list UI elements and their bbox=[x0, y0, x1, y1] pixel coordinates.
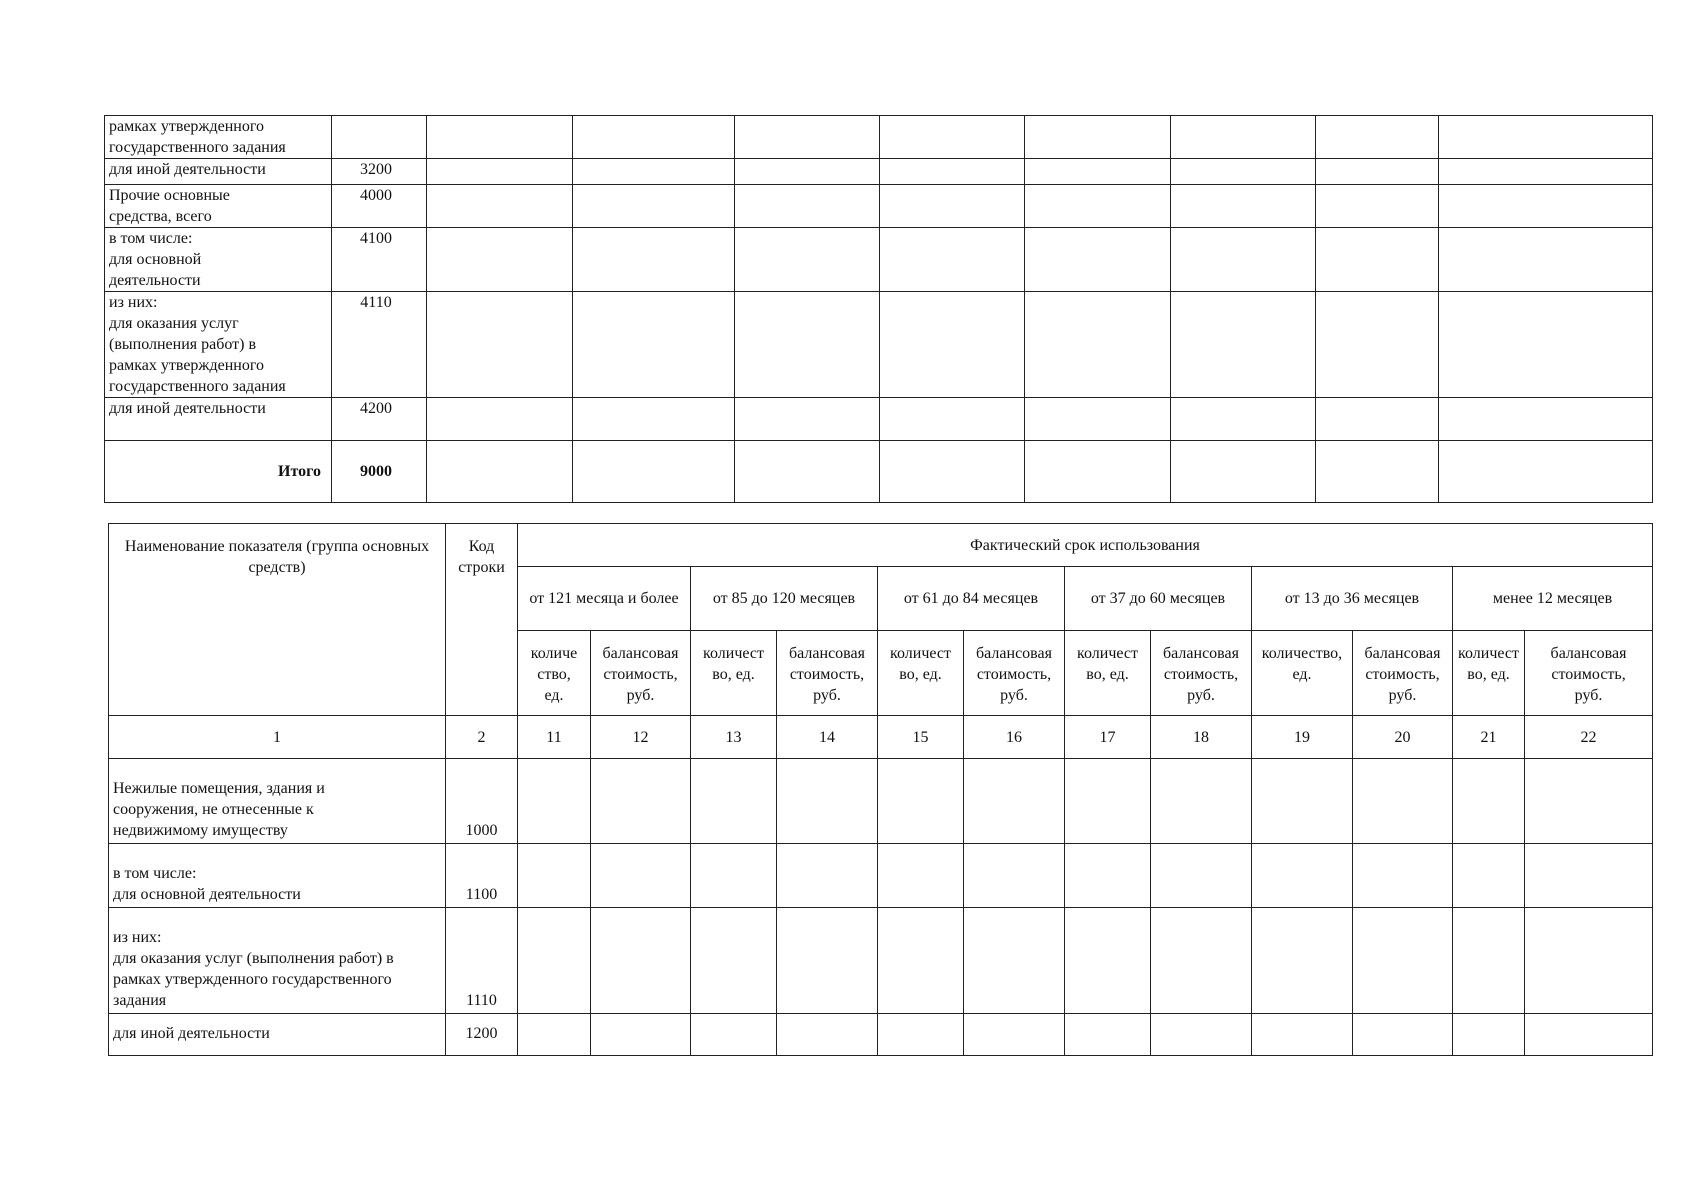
header-book-value: балансовая стоимость, руб. bbox=[1525, 631, 1653, 716]
header-quantity: количест во, ед. bbox=[691, 631, 777, 716]
cell bbox=[1151, 908, 1252, 1014]
cell bbox=[735, 292, 880, 398]
cell bbox=[964, 908, 1065, 1014]
cell bbox=[518, 1014, 591, 1056]
table-row bbox=[105, 185, 1653, 228]
cell bbox=[878, 908, 964, 1014]
header-row-code: Код строки bbox=[446, 524, 518, 716]
cell bbox=[1453, 1014, 1525, 1056]
cell bbox=[1151, 759, 1252, 844]
cell bbox=[1453, 844, 1525, 908]
cell bbox=[1171, 398, 1316, 441]
header-quantity: количест во, ед. bbox=[1453, 631, 1525, 716]
row-name: из них: для оказания услуг (выполнения работ) в рамках утвержденного государственного задания bbox=[105, 292, 332, 398]
header-book-value: балансовая стоимость, руб. bbox=[591, 631, 691, 716]
column-number: 21 bbox=[1453, 716, 1525, 759]
cell bbox=[1065, 908, 1151, 1014]
cell bbox=[691, 908, 777, 1014]
row-name: в том числе: для основной деятельности bbox=[109, 844, 446, 908]
cell bbox=[1316, 398, 1439, 441]
header-book-value: балансовая стоимость, руб. bbox=[964, 631, 1065, 716]
cell bbox=[1353, 844, 1453, 908]
cell bbox=[880, 292, 1025, 398]
header-actual-usage-period: Фактический срок использования bbox=[518, 524, 1653, 567]
cell bbox=[1065, 759, 1151, 844]
cell bbox=[1065, 1014, 1151, 1056]
column-number: 12 bbox=[591, 716, 691, 759]
cell bbox=[1439, 185, 1653, 228]
cell bbox=[777, 1014, 878, 1056]
cell bbox=[1353, 1014, 1453, 1056]
cell bbox=[591, 844, 691, 908]
header-quantity: количество, ед. bbox=[1252, 631, 1353, 716]
cell bbox=[427, 398, 573, 441]
table-row bbox=[109, 908, 1653, 1014]
row-code bbox=[332, 116, 427, 159]
column-number: 17 bbox=[1065, 716, 1151, 759]
column-number: 15 bbox=[878, 716, 964, 759]
cell bbox=[573, 398, 735, 441]
table-row bbox=[105, 228, 1653, 292]
column-number: 20 bbox=[1353, 716, 1453, 759]
cell bbox=[880, 398, 1025, 441]
cell bbox=[1439, 292, 1653, 398]
cell bbox=[573, 185, 735, 228]
column-number: 13 bbox=[691, 716, 777, 759]
header-range: от 121 месяца и более bbox=[518, 567, 691, 631]
cell bbox=[573, 116, 735, 159]
cell bbox=[1252, 1014, 1353, 1056]
cell bbox=[1025, 185, 1171, 228]
cell bbox=[518, 844, 591, 908]
cell bbox=[1439, 159, 1653, 185]
cell bbox=[1316, 441, 1439, 503]
cell bbox=[1025, 116, 1171, 159]
row-code: 1000 bbox=[446, 759, 518, 844]
header-quantity: количест во, ед. bbox=[878, 631, 964, 716]
cell bbox=[1439, 441, 1653, 503]
cell bbox=[1316, 228, 1439, 292]
cell bbox=[735, 185, 880, 228]
row-code: 4110 bbox=[332, 292, 427, 398]
cell bbox=[1151, 844, 1252, 908]
cell bbox=[1252, 844, 1353, 908]
cell bbox=[964, 759, 1065, 844]
cell bbox=[880, 185, 1025, 228]
cell bbox=[1025, 228, 1171, 292]
cell bbox=[1171, 228, 1316, 292]
table-row bbox=[109, 759, 1653, 844]
cell bbox=[427, 159, 573, 185]
cell bbox=[878, 1014, 964, 1056]
cell bbox=[1252, 759, 1353, 844]
cell bbox=[1025, 441, 1171, 503]
cell bbox=[427, 116, 573, 159]
cell bbox=[1171, 292, 1316, 398]
cell bbox=[1353, 908, 1453, 1014]
cell bbox=[1316, 292, 1439, 398]
column-number: 11 bbox=[518, 716, 591, 759]
column-number: 1 bbox=[109, 716, 446, 759]
header-book-value: балансовая стоимость, руб. bbox=[1151, 631, 1252, 716]
header-range: от 61 до 84 месяцев bbox=[878, 567, 1065, 631]
cell bbox=[964, 1014, 1065, 1056]
cell bbox=[1316, 159, 1439, 185]
row-code: 3200 bbox=[332, 159, 427, 185]
header-range: от 85 до 120 месяцев bbox=[691, 567, 878, 631]
cell bbox=[1151, 1014, 1252, 1056]
top-table bbox=[104, 115, 1653, 503]
row-code: 4000 bbox=[332, 185, 427, 228]
row-code: 4200 bbox=[332, 398, 427, 441]
cell bbox=[735, 441, 880, 503]
cell bbox=[1025, 398, 1171, 441]
cell bbox=[573, 441, 735, 503]
cell bbox=[591, 1014, 691, 1056]
bottom-table bbox=[108, 523, 1653, 1056]
row-name: из них: для оказания услуг (выполнения работ) в рамках утвержденного государственного задания bbox=[109, 908, 446, 1014]
cell bbox=[427, 292, 573, 398]
header-quantity: количе ство, ед. bbox=[518, 631, 591, 716]
column-number: 2 bbox=[446, 716, 518, 759]
cell bbox=[573, 159, 735, 185]
cell bbox=[1353, 759, 1453, 844]
row-name: Нежилые помещения, здания и сооружения, не отнесенные к недвижимому имуществу bbox=[109, 759, 446, 844]
column-number: 19 bbox=[1252, 716, 1353, 759]
row-code: 4100 bbox=[332, 228, 427, 292]
column-number: 18 bbox=[1151, 716, 1252, 759]
cell bbox=[691, 844, 777, 908]
cell bbox=[735, 228, 880, 292]
row-name: для иной деятельности bbox=[105, 159, 332, 185]
row-name: в том числе: для основной деятельности bbox=[105, 228, 332, 292]
cell bbox=[518, 759, 591, 844]
table-row bbox=[105, 116, 1653, 159]
cell bbox=[880, 159, 1025, 185]
cell bbox=[1316, 185, 1439, 228]
cell bbox=[591, 759, 691, 844]
table-row bbox=[105, 398, 1653, 441]
header-range: от 37 до 60 месяцев bbox=[1065, 567, 1252, 631]
header-quantity: количест во, ед. bbox=[1065, 631, 1151, 716]
table-row bbox=[109, 844, 1653, 908]
cell bbox=[1525, 844, 1653, 908]
cell bbox=[777, 759, 878, 844]
cell bbox=[1439, 398, 1653, 441]
cell bbox=[735, 398, 880, 441]
cell bbox=[1171, 159, 1316, 185]
cell bbox=[1025, 159, 1171, 185]
cell bbox=[427, 441, 573, 503]
cell bbox=[518, 908, 591, 1014]
table-row bbox=[105, 292, 1653, 398]
cell bbox=[1439, 116, 1653, 159]
column-number: 22 bbox=[1525, 716, 1653, 759]
cell bbox=[1171, 116, 1316, 159]
cell bbox=[777, 844, 878, 908]
column-number: 14 bbox=[777, 716, 878, 759]
column-number-row bbox=[109, 716, 1653, 759]
row-name: для иной деятельности bbox=[105, 398, 332, 441]
cell bbox=[1252, 908, 1353, 1014]
row-code: 1200 bbox=[446, 1014, 518, 1056]
cell bbox=[591, 908, 691, 1014]
cell bbox=[427, 185, 573, 228]
header-book-value: балансовая стоимость, руб. bbox=[777, 631, 878, 716]
cell bbox=[573, 292, 735, 398]
cell bbox=[1453, 908, 1525, 1014]
cell bbox=[1171, 185, 1316, 228]
cell bbox=[964, 844, 1065, 908]
cell bbox=[878, 844, 964, 908]
cell bbox=[691, 1014, 777, 1056]
cell bbox=[691, 759, 777, 844]
row-code: 1100 bbox=[446, 844, 518, 908]
cell bbox=[1025, 292, 1171, 398]
cell bbox=[1439, 228, 1653, 292]
header-range: от 13 до 36 месяцев bbox=[1252, 567, 1453, 631]
header-indicator-name: Наименование показателя (группа основных средств) bbox=[109, 524, 446, 716]
row-name: Прочие основные средства, всего bbox=[105, 185, 332, 228]
row-code: 1110 bbox=[446, 908, 518, 1014]
cell bbox=[1316, 116, 1439, 159]
total-label: Итого bbox=[105, 441, 332, 503]
cell bbox=[1525, 759, 1653, 844]
total-row bbox=[105, 441, 1653, 503]
header-row bbox=[109, 524, 1653, 567]
cell bbox=[880, 228, 1025, 292]
table-row bbox=[105, 159, 1653, 185]
cell bbox=[1525, 908, 1653, 1014]
cell bbox=[573, 228, 735, 292]
cell bbox=[777, 908, 878, 1014]
cell bbox=[1525, 1014, 1653, 1056]
cell bbox=[878, 759, 964, 844]
cell bbox=[735, 116, 880, 159]
header-range: менее 12 месяцев bbox=[1453, 567, 1653, 631]
header-book-value: балансовая стоимость, руб. bbox=[1353, 631, 1453, 716]
cell bbox=[735, 159, 880, 185]
row-name: для иной деятельности bbox=[109, 1014, 446, 1056]
cell bbox=[1171, 441, 1316, 503]
table-row bbox=[109, 1014, 1653, 1056]
cell bbox=[1453, 759, 1525, 844]
cell bbox=[880, 441, 1025, 503]
row-name: рамках утвержденного государственного задания bbox=[105, 116, 332, 159]
cell bbox=[1065, 844, 1151, 908]
total-code: 9000 bbox=[332, 441, 427, 503]
cell bbox=[427, 228, 573, 292]
cell bbox=[880, 116, 1025, 159]
column-number: 16 bbox=[964, 716, 1065, 759]
